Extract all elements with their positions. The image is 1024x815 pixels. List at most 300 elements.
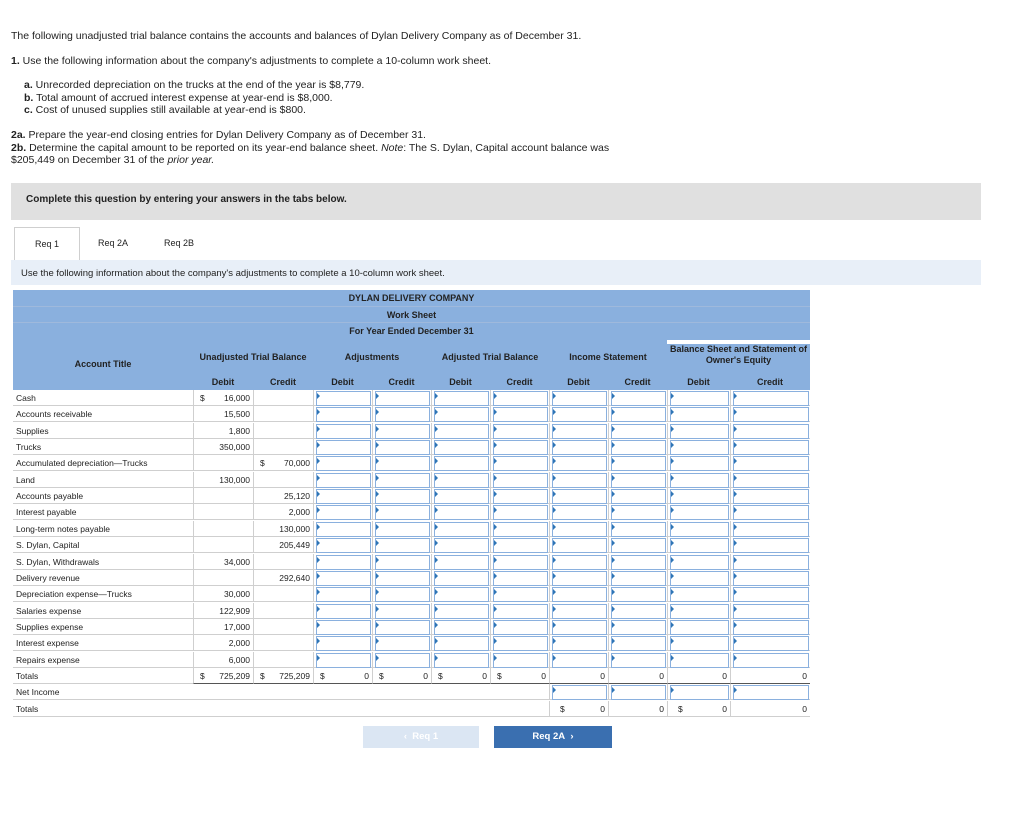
bs-debit-input[interactable] <box>670 440 729 455</box>
adj-credit-input-cell <box>372 652 431 668</box>
adj-credit-input[interactable] <box>375 407 430 422</box>
adj-debit-input[interactable] <box>316 636 371 651</box>
is-credit-input[interactable] <box>611 587 666 602</box>
bs-debit-input[interactable] <box>670 505 729 520</box>
atb-debit-input-cell <box>431 603 490 619</box>
adj-debit-input[interactable] <box>316 440 371 455</box>
adj-debit-input-cell <box>313 570 372 586</box>
is-debit-input-cell <box>549 406 608 422</box>
is-debit-input[interactable] <box>552 571 607 586</box>
bs-debit-input-cell <box>667 537 730 553</box>
account-name: S. Dylan, Capital <box>16 540 80 551</box>
atb-debit-input[interactable] <box>434 538 489 553</box>
tab-req-2a[interactable]: Req 2A <box>97 238 129 248</box>
is-debit-input[interactable] <box>552 538 607 553</box>
is-debit-input-cell <box>549 586 608 602</box>
is-credit-input[interactable] <box>611 571 666 586</box>
atb-debit-input-cell <box>431 439 490 455</box>
account-name: Delivery revenue <box>16 572 80 583</box>
atb-debit-input[interactable] <box>434 620 489 635</box>
adj-credit-input[interactable] <box>375 424 430 439</box>
atb-credit-input-cell <box>490 554 549 570</box>
atb-debit-input[interactable] <box>434 424 489 439</box>
account-name: Salaries expense <box>16 605 82 616</box>
account-name: Supplies expense <box>16 621 84 632</box>
total-value: 0 <box>802 670 807 681</box>
is-credit-input-cell <box>608 635 667 651</box>
adj-credit-input[interactable] <box>375 636 430 651</box>
is-debit-input[interactable] <box>552 604 607 619</box>
atb-credit-input[interactable] <box>493 587 548 602</box>
dollar-sign: $ <box>678 703 683 714</box>
atb-credit-input[interactable] <box>493 604 548 619</box>
tab-req-1[interactable]: Req 1 <box>14 227 80 261</box>
next-button[interactable] <box>494 726 612 748</box>
bs-debit-input[interactable] <box>670 653 729 668</box>
adj-credit-input[interactable] <box>375 505 430 520</box>
unadjusted-debit-value <box>193 521 253 537</box>
atb-credit-input[interactable] <box>493 456 548 471</box>
adj-credit-input-cell <box>372 488 431 504</box>
bs-credit-input-cell <box>730 455 810 471</box>
is-credit-input[interactable] <box>611 653 666 668</box>
adj-credit-input-cell <box>372 423 431 439</box>
account-name: S. Dylan, Withdrawals <box>16 556 100 567</box>
tab-req-2b[interactable]: Req 2B <box>163 238 195 248</box>
bs-credit-input[interactable] <box>733 620 809 635</box>
bs-credit-input[interactable] <box>733 653 809 668</box>
total-value: 0 <box>600 670 605 681</box>
sheet-title: Work Sheet <box>13 307 810 323</box>
bs-credit-total <box>730 668 810 684</box>
atb-debit-input[interactable] <box>434 456 489 471</box>
account-row <box>13 635 810 651</box>
adj-debit-input-cell <box>313 619 372 635</box>
bs-debit-input[interactable] <box>670 555 729 570</box>
is-credit-input-cell <box>608 439 667 455</box>
unadjusted-credit-value <box>253 390 313 406</box>
atb-debit-input-cell <box>431 619 490 635</box>
bs-credit-input[interactable] <box>733 555 809 570</box>
bs-debit-input[interactable] <box>670 473 729 488</box>
atb-debit-input-cell <box>431 570 490 586</box>
atb-debit-input[interactable] <box>434 571 489 586</box>
unadjusted-debit-value <box>193 537 253 553</box>
adj-debit-input-cell <box>313 472 372 488</box>
adj-debit-input-cell <box>313 423 372 439</box>
final-totals-row <box>13 701 810 717</box>
adj-debit-input[interactable] <box>316 391 371 406</box>
atb-credit-input[interactable] <box>493 538 548 553</box>
adj-debit-input[interactable] <box>316 555 371 570</box>
adj-credit-input[interactable] <box>375 571 430 586</box>
is-credit-input[interactable] <box>611 489 666 504</box>
is-credit-input-cell <box>608 603 667 619</box>
is-credit-input-cell <box>608 521 667 537</box>
is-credit-input[interactable] <box>611 440 666 455</box>
atb-debit-input-cell <box>431 390 490 406</box>
net-income-row <box>13 684 810 700</box>
is-credit-input[interactable] <box>611 522 666 537</box>
bs-credit-input[interactable] <box>733 604 809 619</box>
atb-debit-input[interactable] <box>434 604 489 619</box>
bs-credit-input-cell <box>730 521 810 537</box>
adj-credit-input[interactable] <box>375 440 430 455</box>
bs-credit-input-cell <box>730 472 810 488</box>
credit-header: Credit <box>608 374 667 390</box>
adj-credit-input[interactable] <box>375 604 430 619</box>
unadjusted-debit-value: 6,000 <box>193 652 253 668</box>
atb-debit-input[interactable] <box>434 555 489 570</box>
atb-credit-input[interactable] <box>493 505 548 520</box>
bs-debit-input[interactable] <box>670 407 729 422</box>
atb-credit-input[interactable] <box>493 653 548 668</box>
bs-debit-input[interactable] <box>670 620 729 635</box>
adj-credit-input-cell <box>372 537 431 553</box>
atb-credit-input[interactable] <box>493 424 548 439</box>
is-debit-input[interactable] <box>552 587 607 602</box>
bs-debit-input-cell <box>667 472 730 488</box>
bs-credit-input[interactable] <box>733 456 809 471</box>
is-credit-input-cell <box>608 472 667 488</box>
credit-header: Credit <box>372 374 431 390</box>
item-c: c. Cost of unused supplies still available at year-end is $800. <box>24 104 306 117</box>
account-row <box>13 570 810 586</box>
is-credit-input[interactable] <box>611 620 666 635</box>
is-debit-input[interactable] <box>552 391 607 406</box>
credit-header: Credit <box>730 374 810 390</box>
is-credit-input-cell <box>608 570 667 586</box>
is-credit-input[interactable] <box>611 391 666 406</box>
account-row <box>13 521 810 537</box>
is-debit-input[interactable] <box>552 636 607 651</box>
total-value: 0 <box>722 703 727 714</box>
adj-credit-input-cell <box>372 455 431 471</box>
atb-debit-input[interactable] <box>434 489 489 504</box>
adj-debit-input[interactable] <box>316 456 371 471</box>
adj-debit-input-cell <box>313 455 372 471</box>
prev-label: Req 1 <box>412 731 439 742</box>
unadjusted-debit-value: 30,000 <box>193 586 253 602</box>
bs-debit-input-cell <box>667 635 730 651</box>
atb-credit-input[interactable] <box>493 440 548 455</box>
dollar-sign: $ <box>497 670 502 681</box>
is-debit-input-cell <box>549 554 608 570</box>
adj-debit-input[interactable] <box>316 620 371 635</box>
adj-debit-input[interactable] <box>316 505 371 520</box>
bs-credit-input[interactable] <box>733 636 809 651</box>
question-2a: 2a. Prepare the year-end closing entries for Dylan Delivery Company as of December 31. <box>11 128 426 141</box>
dollar-sign: $ <box>438 670 443 681</box>
is-credit-input[interactable] <box>611 407 666 422</box>
bs-debit-input[interactable] <box>670 424 729 439</box>
atb-debit-input[interactable] <box>434 653 489 668</box>
is-debit-input-cell <box>549 521 608 537</box>
is-debit-input[interactable] <box>552 440 607 455</box>
bs-credit-input-cell <box>730 439 810 455</box>
adj-credit-input[interactable] <box>375 620 430 635</box>
bs-debit-input[interactable] <box>670 587 729 602</box>
adj-credit-input[interactable] <box>375 538 430 553</box>
debit-header: Debit <box>431 374 490 390</box>
atb-debit-input-cell <box>431 521 490 537</box>
atb-credit-input[interactable] <box>493 620 548 635</box>
instruction-banner <box>11 183 981 220</box>
banner-text: Complete this question by entering your answers in the tabs below. <box>26 194 347 205</box>
bs-debit-input[interactable] <box>670 456 729 471</box>
adj-credit-input-cell <box>372 570 431 586</box>
is-credit-input-cell <box>608 406 667 422</box>
bs-debit-net-income-input[interactable] <box>670 685 729 700</box>
adj-debit-input-cell <box>313 586 372 602</box>
debit-header: Debit <box>313 374 372 390</box>
adj-credit-input[interactable] <box>375 555 430 570</box>
is-credit-input[interactable] <box>611 456 666 471</box>
atb-debit-input-cell <box>431 504 490 520</box>
adj-credit-input-cell <box>372 554 431 570</box>
credit-header: Credit <box>490 374 549 390</box>
account-name: Totals <box>16 703 39 714</box>
is-credit-input[interactable] <box>611 505 666 520</box>
company-name: DYLAN DELIVERY COMPANY <box>13 290 810 307</box>
is-debit-input[interactable] <box>552 424 607 439</box>
bs-credit-input[interactable] <box>733 522 809 537</box>
is-debit-input[interactable] <box>552 555 607 570</box>
adj-debit-input[interactable] <box>316 489 371 504</box>
atb-credit-input[interactable] <box>493 571 548 586</box>
bs-debit-input-cell <box>667 488 730 504</box>
is-credit-input-cell <box>608 390 667 406</box>
unadjusted-credit-value <box>253 439 313 455</box>
bs-credit-net-income-input[interactable] <box>733 685 809 700</box>
atb-credit-input[interactable] <box>493 473 548 488</box>
bs-credit-input[interactable] <box>733 505 809 520</box>
atb-debit-input-cell <box>431 586 490 602</box>
is-debit-input[interactable] <box>552 505 607 520</box>
atb-debit-input[interactable] <box>434 440 489 455</box>
bs-credit-input[interactable] <box>733 473 809 488</box>
atb-debit-input-cell <box>431 652 490 668</box>
bs-debit-input[interactable] <box>670 636 729 651</box>
bs-credit-input-cell <box>730 603 810 619</box>
adj-credit-total <box>372 668 431 684</box>
bs-credit-input[interactable] <box>733 424 809 439</box>
adj-debit-input[interactable] <box>316 604 371 619</box>
is-debit-input[interactable] <box>552 653 607 668</box>
unadjusted-debit-value: 34,000 <box>193 554 253 570</box>
atb-credit-input-cell <box>490 455 549 471</box>
atb-credit-input[interactable] <box>493 407 548 422</box>
is-credit-net-income-input-cell <box>608 684 667 700</box>
prev-button[interactable] <box>363 726 479 748</box>
total-value: 0 <box>423 670 428 681</box>
bs-debit-input[interactable] <box>670 391 729 406</box>
is-credit-input-cell <box>608 619 667 635</box>
adj-debit-input[interactable] <box>316 538 371 553</box>
is-debit-input-cell <box>549 455 608 471</box>
adj-credit-input[interactable] <box>375 391 430 406</box>
adj-debit-input-cell <box>313 554 372 570</box>
atb-credit-input-cell <box>490 406 549 422</box>
total-value: 725,209 <box>219 670 250 681</box>
bs-debit-final-total <box>667 701 730 717</box>
is-credit-net-income-input[interactable] <box>611 685 666 700</box>
next-label: Req 2A <box>532 731 566 742</box>
is-debit-net-income-input[interactable] <box>552 685 607 700</box>
bs-debit-input[interactable] <box>670 604 729 619</box>
bs-debit-input-cell <box>667 504 730 520</box>
is-debit-input[interactable] <box>552 522 607 537</box>
is-debit-input-cell <box>549 488 608 504</box>
unadjusted-debit-value: 350,000 <box>193 439 253 455</box>
adj-debit-input[interactable] <box>316 587 371 602</box>
adj-debit-input-cell <box>313 406 372 422</box>
chevron-right-icon: › <box>570 731 574 742</box>
atb-debit-input[interactable] <box>434 407 489 422</box>
info-bar <box>11 260 981 285</box>
unadj-credit-total <box>253 668 313 684</box>
adj-debit-input[interactable] <box>316 424 371 439</box>
is-debit-input[interactable] <box>552 456 607 471</box>
account-row <box>13 537 810 553</box>
atb-credit-input-cell <box>490 521 549 537</box>
atb-credit-input[interactable] <box>493 391 548 406</box>
bs-debit-input[interactable] <box>670 522 729 537</box>
adj-credit-input[interactable] <box>375 653 430 668</box>
is-credit-input-cell <box>608 554 667 570</box>
atb-debit-input[interactable] <box>434 505 489 520</box>
is-credit-input-cell <box>608 488 667 504</box>
unadjusted-debit-value <box>193 504 253 520</box>
unadjusted-credit-value: 70,000 $ <box>253 455 313 471</box>
is-credit-input[interactable] <box>611 604 666 619</box>
is-debit-input[interactable] <box>552 620 607 635</box>
adj-credit-input[interactable] <box>375 587 430 602</box>
adj-credit-input[interactable] <box>375 473 430 488</box>
account-name: Interest payable <box>16 507 77 518</box>
account-name: Accounts receivable <box>16 409 93 420</box>
account-row <box>13 586 810 602</box>
account-row <box>13 390 810 406</box>
adj-credit-input-cell <box>372 439 431 455</box>
unadjusted-credit-value: 292,640 <box>253 570 313 586</box>
account-name: Net Income <box>16 687 60 698</box>
atb-credit-input[interactable] <box>493 636 548 651</box>
question-1: 1. Use the following information about the company's adjustments to complete a 10-column work sheet. <box>11 54 492 67</box>
bs-credit-input[interactable] <box>733 489 809 504</box>
dollar-sign: $ <box>260 458 265 469</box>
account-row <box>13 603 810 619</box>
atb-credit-input[interactable] <box>493 522 548 537</box>
account-row <box>13 455 810 471</box>
bs-credit-input[interactable] <box>733 587 809 602</box>
adj-credit-input[interactable] <box>375 456 430 471</box>
is-debit-final-total <box>549 701 608 717</box>
bs-credit-input[interactable] <box>733 391 809 406</box>
atb-debit-input[interactable] <box>434 391 489 406</box>
atb-credit-input[interactable] <box>493 555 548 570</box>
is-credit-input[interactable] <box>611 555 666 570</box>
atb-credit-input-cell <box>490 537 549 553</box>
bs-debit-input[interactable] <box>670 489 729 504</box>
is-debit-input[interactable] <box>552 407 607 422</box>
is-debit-input-cell <box>549 603 608 619</box>
is-debit-input[interactable] <box>552 489 607 504</box>
adj-debit-input-cell <box>313 439 372 455</box>
bs-debit-input[interactable] <box>670 571 729 586</box>
account-name: Accumulated depreciation—Trucks <box>16 458 148 469</box>
is-debit-input-cell <box>549 635 608 651</box>
is-credit-input[interactable] <box>611 538 666 553</box>
account-row <box>13 439 810 455</box>
bs-debit-input-cell <box>667 554 730 570</box>
bs-credit-input-cell <box>730 390 810 406</box>
unadjusted-debit-value: 1,800 <box>193 423 253 439</box>
adj-credit-input[interactable] <box>375 489 430 504</box>
is-credit-input[interactable] <box>611 636 666 651</box>
atb-debit-input[interactable] <box>434 473 489 488</box>
adj-debit-input[interactable] <box>316 571 371 586</box>
total-value: 0 <box>600 703 605 714</box>
atb-credit-input-cell <box>490 423 549 439</box>
sheet-period: For Year Ended December 31 <box>13 323 810 340</box>
unadjusted-debit-value <box>193 455 253 471</box>
unadj-debit-total <box>193 668 253 684</box>
total-value: 0 <box>659 670 664 681</box>
is-debit-net-income-input-cell <box>549 684 608 700</box>
account-row <box>13 554 810 570</box>
atb-credit-input[interactable] <box>493 489 548 504</box>
bs-credit-input[interactable] <box>733 440 809 455</box>
adj-debit-input[interactable] <box>316 473 371 488</box>
adj-debit-input-cell <box>313 488 372 504</box>
adj-credit-input[interactable] <box>375 522 430 537</box>
atb-debit-input-cell <box>431 488 490 504</box>
adj-debit-input[interactable] <box>316 407 371 422</box>
atb-debit-input[interactable] <box>434 587 489 602</box>
unadjusted-debit-value <box>193 488 253 504</box>
is-credit-input[interactable] <box>611 424 666 439</box>
bs-debit-input[interactable] <box>670 538 729 553</box>
atb-debit-input-cell <box>431 537 490 553</box>
bs-credit-input-cell <box>730 423 810 439</box>
adj-debit-input-cell <box>313 635 372 651</box>
is-debit-input[interactable] <box>552 473 607 488</box>
bs-credit-input[interactable] <box>733 538 809 553</box>
bs-credit-input-cell <box>730 504 810 520</box>
adj-credit-input-cell <box>372 635 431 651</box>
adj-credit-input-cell <box>372 472 431 488</box>
is-credit-input-cell <box>608 423 667 439</box>
bs-debit-input-cell <box>667 423 730 439</box>
atb-debit-input[interactable] <box>434 522 489 537</box>
bs-debit-input-cell <box>667 455 730 471</box>
adj-debit-input[interactable] <box>316 522 371 537</box>
bs-debit-input-cell <box>667 570 730 586</box>
atb-debit-input[interactable] <box>434 636 489 651</box>
account-name: Supplies <box>16 425 49 436</box>
bs-credit-input[interactable] <box>733 571 809 586</box>
bs-debit-net-income-input-cell <box>667 684 730 700</box>
bs-credit-input[interactable] <box>733 407 809 422</box>
atb-debit-input-cell <box>431 423 490 439</box>
is-credit-input[interactable] <box>611 473 666 488</box>
group-unadjusted-header: Unadjusted Trial Balance <box>193 340 313 374</box>
account-row <box>13 504 810 520</box>
is-debit-input-cell <box>549 537 608 553</box>
adj-debit-input[interactable] <box>316 653 371 668</box>
bs-credit-input-cell <box>730 554 810 570</box>
